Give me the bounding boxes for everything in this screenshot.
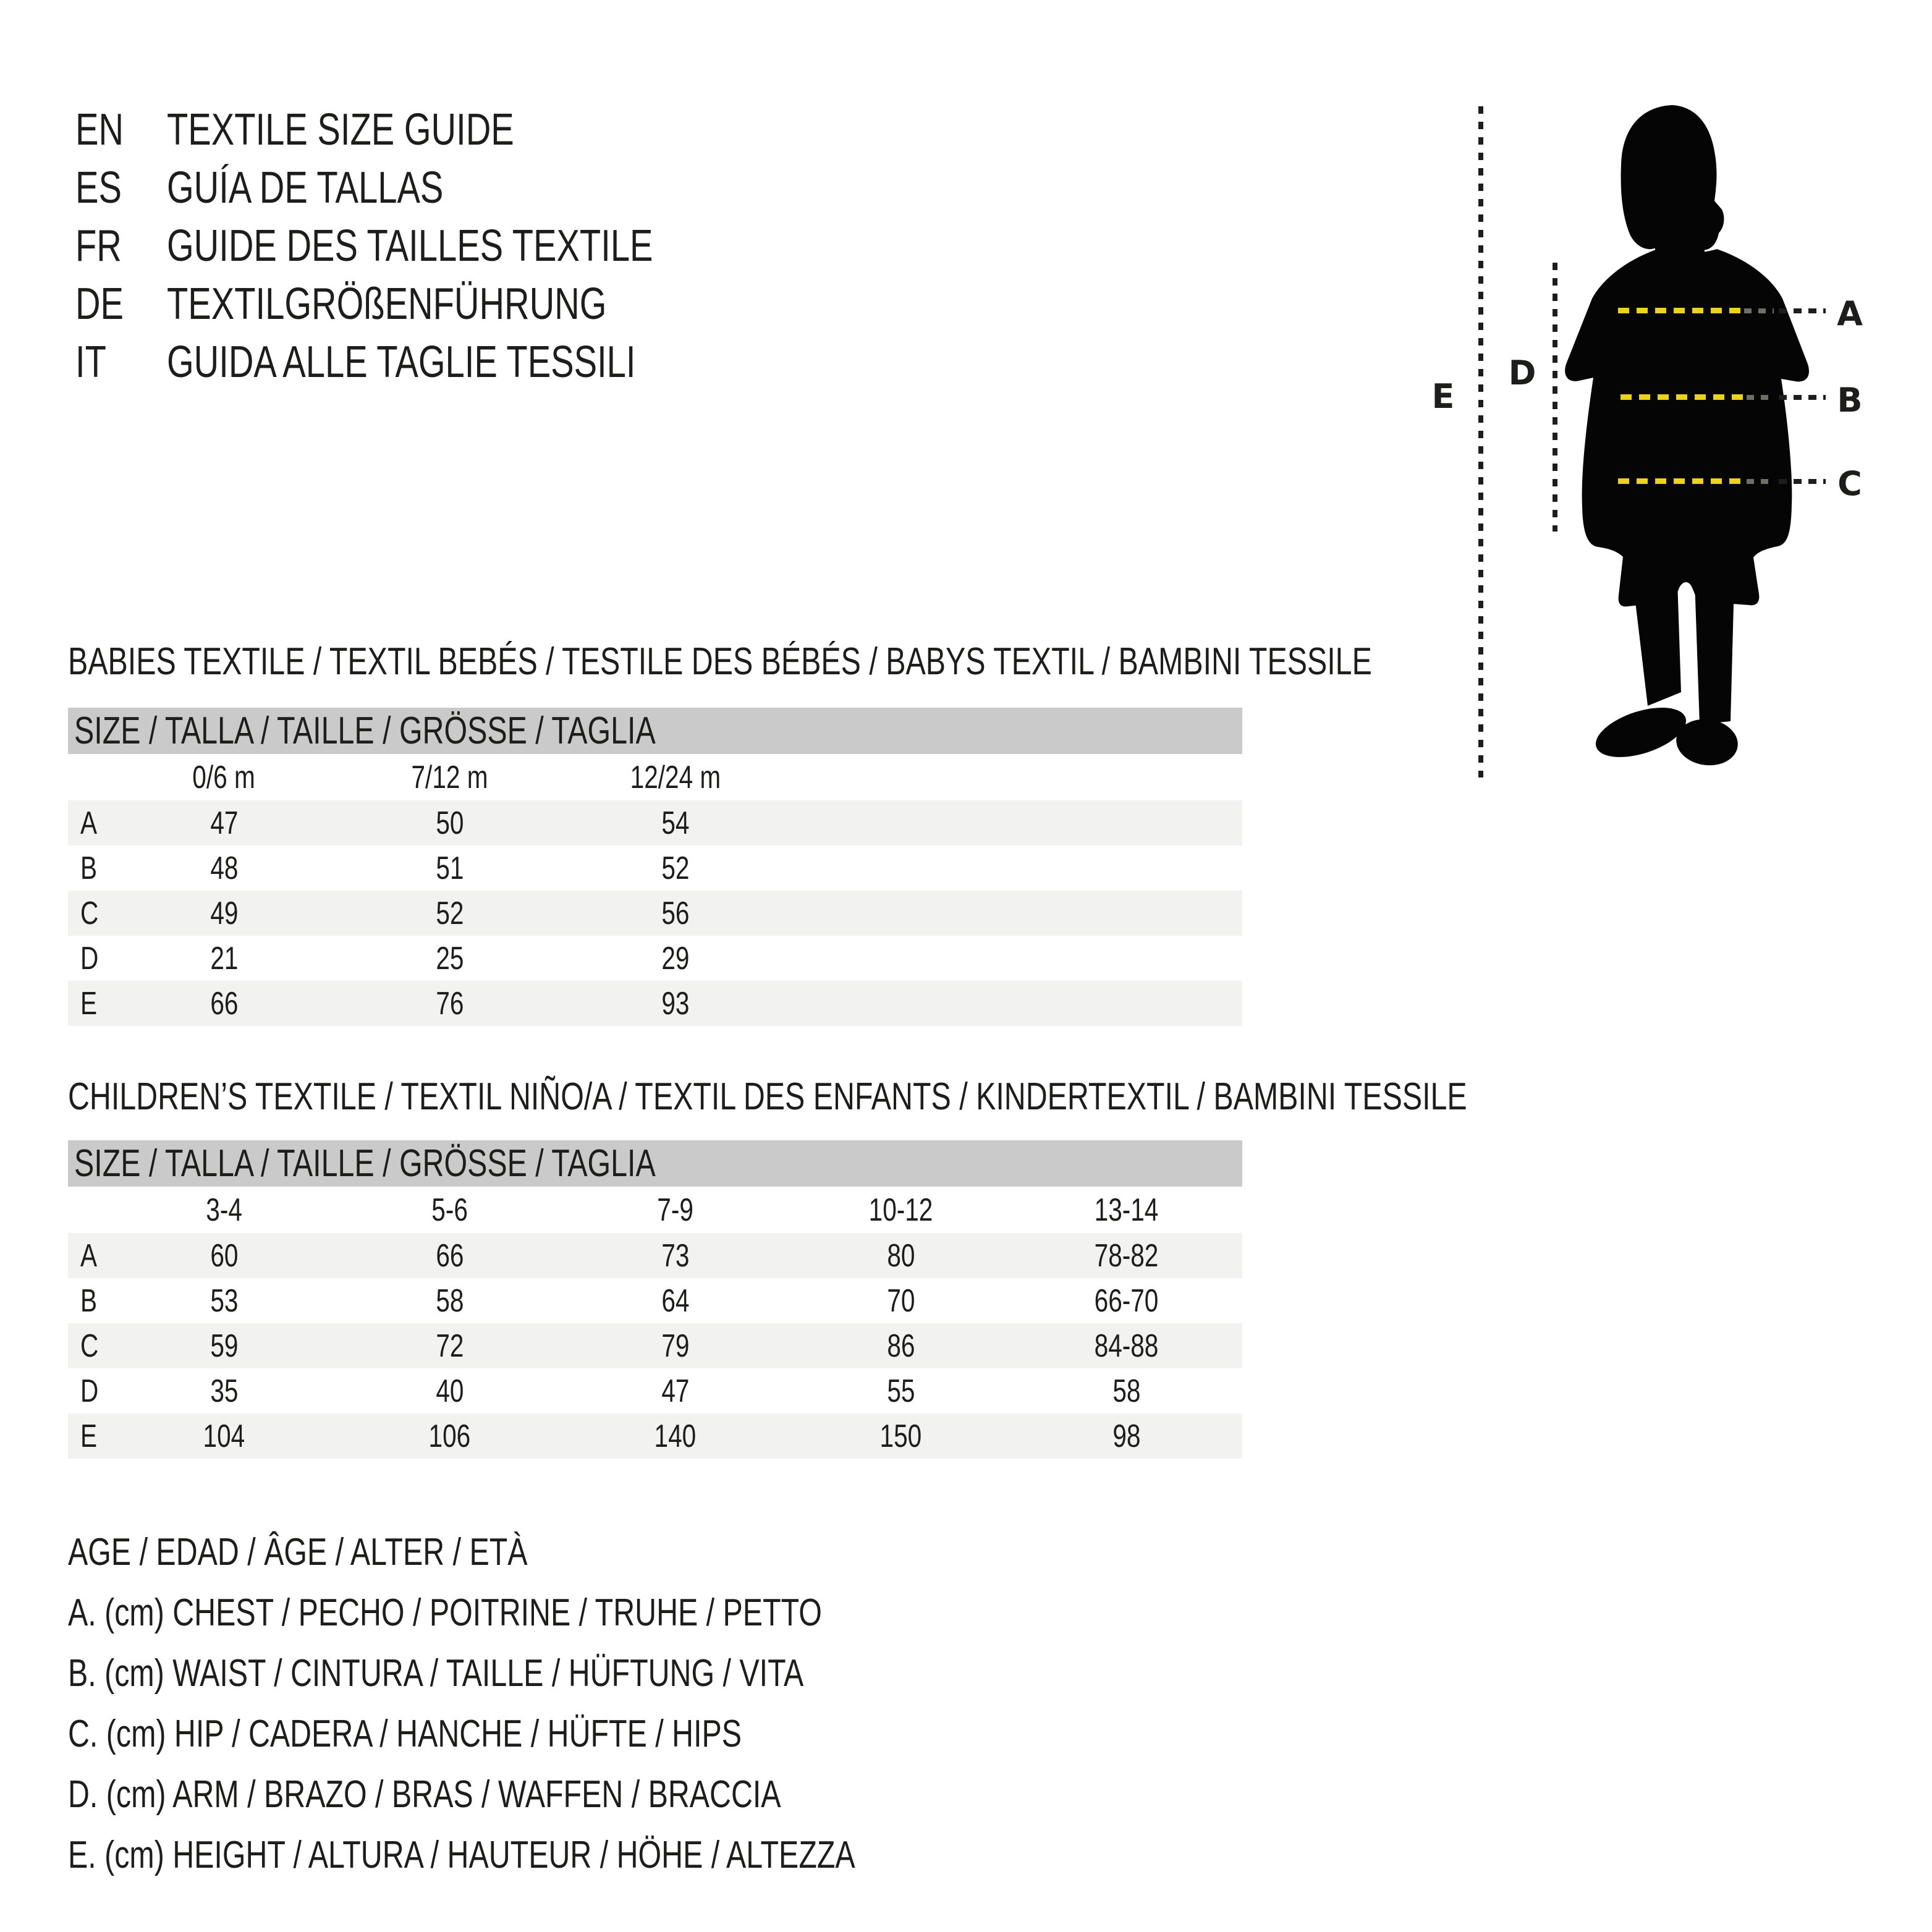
legend-line <box>68 1703 1077 1764</box>
legend-line <box>68 1643 1077 1703</box>
hip-dash-fade-C <box>1747 479 1774 484</box>
table-cell-text: 29 <box>661 940 690 977</box>
table-cell-text: 47 <box>661 1373 690 1409</box>
legend-line <box>68 1522 1077 1582</box>
table-cell-text: 60 <box>210 1237 239 1274</box>
table-cell <box>111 895 337 932</box>
row-label-text: E <box>80 1418 98 1454</box>
table-cell <box>562 1373 788 1410</box>
legend-line <box>68 1582 1077 1643</box>
table-column-header <box>337 759 562 796</box>
row-label <box>68 1237 111 1274</box>
table-cell-text: 53 <box>210 1282 239 1319</box>
language-code-text: EN <box>75 105 124 155</box>
row-label <box>68 1373 111 1410</box>
table-cell-text: 84-88 <box>1094 1328 1159 1364</box>
table-cell-text: 86 <box>886 1328 915 1364</box>
table-cell <box>337 1282 562 1320</box>
table-cell <box>1014 1282 1239 1320</box>
table-cell-text: 52 <box>435 895 464 931</box>
row-label <box>68 940 111 977</box>
waist-dash-dark-B <box>1779 395 1826 400</box>
table-cell-text: 66-70 <box>1094 1282 1159 1319</box>
child-silhouette <box>1496 102 1879 769</box>
table-cell <box>111 1373 337 1410</box>
table-cell-text: 35 <box>210 1373 239 1409</box>
silhouette-shapes <box>1565 105 1809 769</box>
legend-line-text: AGE / EDAD / ÂGE / ALTER / ETÀ <box>68 1530 528 1574</box>
table-column-header-text: 5-6 <box>431 1192 468 1228</box>
row-label-text: A <box>80 805 98 841</box>
table-cell <box>1014 1373 1239 1410</box>
table-cell <box>111 985 337 1022</box>
table-column-header <box>562 759 788 796</box>
language-row <box>75 217 790 275</box>
language-title: GUÍA DE TALLAS <box>167 163 444 213</box>
table-column-header <box>788 1192 1014 1229</box>
language-code-text: FR <box>75 221 122 271</box>
child-silhouette-svg <box>1496 102 1879 769</box>
babies-size-header-text: SIZE / TALLA / TAILLE / GRÖSSE / TAGLIA <box>74 710 656 752</box>
language-code-text: ES <box>75 163 122 213</box>
table-row <box>68 936 1242 981</box>
table-cell-text: 79 <box>661 1328 690 1364</box>
table-cell <box>337 985 562 1022</box>
children-size-header-bar <box>68 1140 1242 1187</box>
language-title: GUIDA ALLE TAGLIE TESSILI <box>167 337 636 387</box>
table-cell <box>1014 1418 1239 1455</box>
table-column-header-text: 7-9 <box>657 1192 693 1228</box>
table-column-header-text: 3-4 <box>206 1192 242 1228</box>
row-label <box>68 985 111 1022</box>
legend-line-text: E. (cm) HEIGHT / ALTURA / HAUTEUR / HÖHE / ALTEZZA <box>68 1833 855 1876</box>
children-size-table <box>68 1140 1242 1459</box>
waist-dashed-line-B <box>1621 394 1744 400</box>
children-section-heading <box>68 1074 1862 1119</box>
table-cell-text: 66 <box>210 985 239 1022</box>
table-cell <box>1014 1237 1239 1274</box>
language-code <box>75 279 167 329</box>
babies-heading-text: BABIES TEXTILE / TEXTIL BEBÉS / TESTILE DES BÉBÉS / BABYS TEXTIL / BAMBINI TESSILE <box>68 640 1372 683</box>
language-code-text: DE <box>75 279 124 329</box>
table-cell-text: 98 <box>1112 1418 1141 1454</box>
language-row <box>75 159 790 217</box>
table-cell-text: 59 <box>210 1328 239 1364</box>
table-cell-text: 55 <box>886 1373 915 1409</box>
table-cell <box>788 1418 1014 1455</box>
table-row <box>68 1368 1242 1413</box>
table-cell <box>111 1237 337 1274</box>
language-row <box>75 333 790 391</box>
table-cell <box>111 850 337 887</box>
table-cell <box>562 985 788 1022</box>
table-cell <box>337 1328 562 1365</box>
table-row <box>68 1233 1242 1278</box>
language-title: TEXTILE SIZE GUIDE <box>167 105 514 155</box>
language-row <box>75 101 790 159</box>
table-cell-text: 106 <box>428 1418 471 1454</box>
table-cell <box>788 1373 1014 1410</box>
chest-dash-fade-A <box>1744 308 1774 313</box>
table-cell-text: 49 <box>210 895 239 931</box>
language-title: TEXTILGRÖßENFÜHRUNG <box>167 279 607 329</box>
table-cell <box>788 1328 1014 1365</box>
row-label <box>68 805 111 842</box>
table-column-header-text: 0/6 m <box>192 759 256 795</box>
table-row <box>68 981 1242 1026</box>
row-label-text: D <box>80 940 99 977</box>
table-cell-text: 150 <box>879 1418 922 1454</box>
table-header-row <box>68 754 1242 800</box>
chest-dash-dark-A <box>1779 308 1826 313</box>
table-cell <box>562 1237 788 1274</box>
measure-label-a: A <box>1837 294 1863 333</box>
language-row <box>75 275 790 333</box>
language-code <box>75 337 167 388</box>
measure-label-e: E <box>1431 377 1455 416</box>
table-cell <box>337 895 562 932</box>
chest-dashed-line-A <box>1618 308 1742 313</box>
legend-line <box>68 1764 1077 1824</box>
row-label-text: B <box>80 1282 98 1319</box>
table-cell <box>111 940 337 977</box>
table-column-header <box>337 1192 562 1229</box>
table-cell <box>562 805 788 842</box>
language-code <box>75 163 167 213</box>
row-label <box>68 895 111 932</box>
table-cell-text: 52 <box>661 850 690 886</box>
table-cell-text: 48 <box>210 850 239 886</box>
table-cell-text: 58 <box>435 1282 464 1319</box>
language-code <box>75 221 167 271</box>
table-column-header <box>111 1192 337 1229</box>
table-column-header <box>1014 1192 1239 1229</box>
table-column-header <box>562 1192 788 1229</box>
table-cell-text: 66 <box>435 1237 464 1274</box>
table-cell <box>562 850 788 887</box>
table-header-row <box>68 1187 1242 1233</box>
language-code-text: IT <box>75 337 106 387</box>
language-title-block <box>75 101 790 391</box>
measure-label-c: C <box>1837 464 1862 503</box>
table-cell-text: 73 <box>661 1237 690 1274</box>
table-cell <box>337 805 562 842</box>
table-column-header-text: 7/12 m <box>411 759 488 795</box>
table-cell <box>337 850 562 887</box>
table-cell <box>562 1418 788 1455</box>
table-cell <box>337 940 562 977</box>
legend-line <box>68 1824 1077 1885</box>
table-cell-text: 25 <box>435 940 464 977</box>
table-cell-text: 56 <box>661 895 690 931</box>
table-cell <box>788 1282 1014 1320</box>
table-cell <box>562 940 788 977</box>
table-column-header-text: 13-14 <box>1094 1192 1159 1228</box>
table-cell <box>337 1418 562 1455</box>
table-cell <box>337 1237 562 1274</box>
table-column-header-text: 12/24 m <box>630 759 721 795</box>
table-cell-text: 54 <box>661 805 690 841</box>
table-cell-text: 50 <box>435 805 464 841</box>
table-cell <box>562 1282 788 1320</box>
babies-size-table <box>68 708 1242 1026</box>
table-cell <box>111 1328 337 1365</box>
row-label-text: A <box>80 1237 98 1274</box>
language-title: GUIDE DES TAILLES TEXTILE <box>167 221 653 271</box>
table-cell-text: 21 <box>210 940 239 977</box>
table-cell <box>788 1237 1014 1274</box>
babies-section-heading <box>68 639 1740 684</box>
table-cell-text: 93 <box>661 985 690 1022</box>
table-row <box>68 1413 1242 1459</box>
hip-dash-dark-C <box>1779 479 1826 484</box>
table-column-header-text: 10-12 <box>868 1192 933 1228</box>
table-cell-text: 64 <box>661 1282 690 1319</box>
children-heading-text: CHILDREN’S TEXTILE / TEXTIL NIÑO/A / TEXTIL DES ENFANTS / KINDERTEXTIL / BAMBINI TESSILE <box>68 1075 1467 1118</box>
table-row <box>68 1323 1242 1368</box>
row-label <box>68 1282 111 1320</box>
legend-line-text: A. (cm) CHEST / PECHO / POITRINE / TRUHE / PETTO <box>68 1591 822 1634</box>
row-label-text: D <box>80 1373 99 1409</box>
table-cell <box>111 1418 337 1455</box>
table-row <box>68 800 1242 845</box>
table-cell <box>562 1328 788 1365</box>
table-cell-text: 58 <box>1112 1373 1141 1409</box>
legend-line-text: C. (cm) HIP / CADERA / HANCHE / HÜFTE / HIPS <box>68 1712 742 1755</box>
table-cell-text: 76 <box>435 985 464 1022</box>
measurement-legend <box>68 1522 1077 1885</box>
table-row <box>68 891 1242 936</box>
table-cell-text: 140 <box>654 1418 697 1454</box>
table-cell-text: 47 <box>210 805 239 841</box>
measure-label-d: D <box>1508 354 1536 392</box>
row-label-text: C <box>80 895 99 931</box>
row-label-text: B <box>80 850 98 886</box>
row-label <box>68 1418 111 1455</box>
row-label <box>68 1328 111 1365</box>
table-row <box>68 845 1242 891</box>
table-cell-text: 40 <box>435 1373 464 1409</box>
row-label <box>68 850 111 887</box>
legend-line-text: B. (cm) WAIST / CINTURA / TAILLE / HÜFTUNG / VITA <box>68 1651 804 1695</box>
table-cell <box>337 1373 562 1410</box>
row-label-text: E <box>80 985 98 1022</box>
table-cell-text: 70 <box>886 1282 915 1319</box>
table-cell <box>562 895 788 932</box>
hip-dashed-line-C <box>1618 478 1744 484</box>
babies-size-header-bar <box>68 708 1242 754</box>
table-cell-text: 80 <box>886 1237 915 1274</box>
table-cell-text: 72 <box>435 1328 464 1364</box>
row-label-text: C <box>80 1328 99 1364</box>
table-cell <box>111 1282 337 1320</box>
table-cell-text: 51 <box>435 850 464 886</box>
language-code <box>75 104 167 155</box>
table-cell-text: 104 <box>203 1418 245 1454</box>
table-column-header <box>111 759 337 796</box>
legend-line-text: D. (cm) ARM / BRAZO / BRAS / WAFFEN / BRACCIA <box>68 1773 781 1816</box>
children-size-header-text: SIZE / TALLA / TAILLE / GRÖSSE / TAGLIA <box>74 1142 656 1185</box>
measure-label-b: B <box>1837 381 1863 420</box>
table-cell <box>111 805 337 842</box>
table-cell-text: 78-82 <box>1094 1237 1159 1274</box>
table-cell <box>1014 1328 1239 1365</box>
table-row <box>68 1278 1242 1323</box>
waist-dash-fade-B <box>1747 395 1774 400</box>
